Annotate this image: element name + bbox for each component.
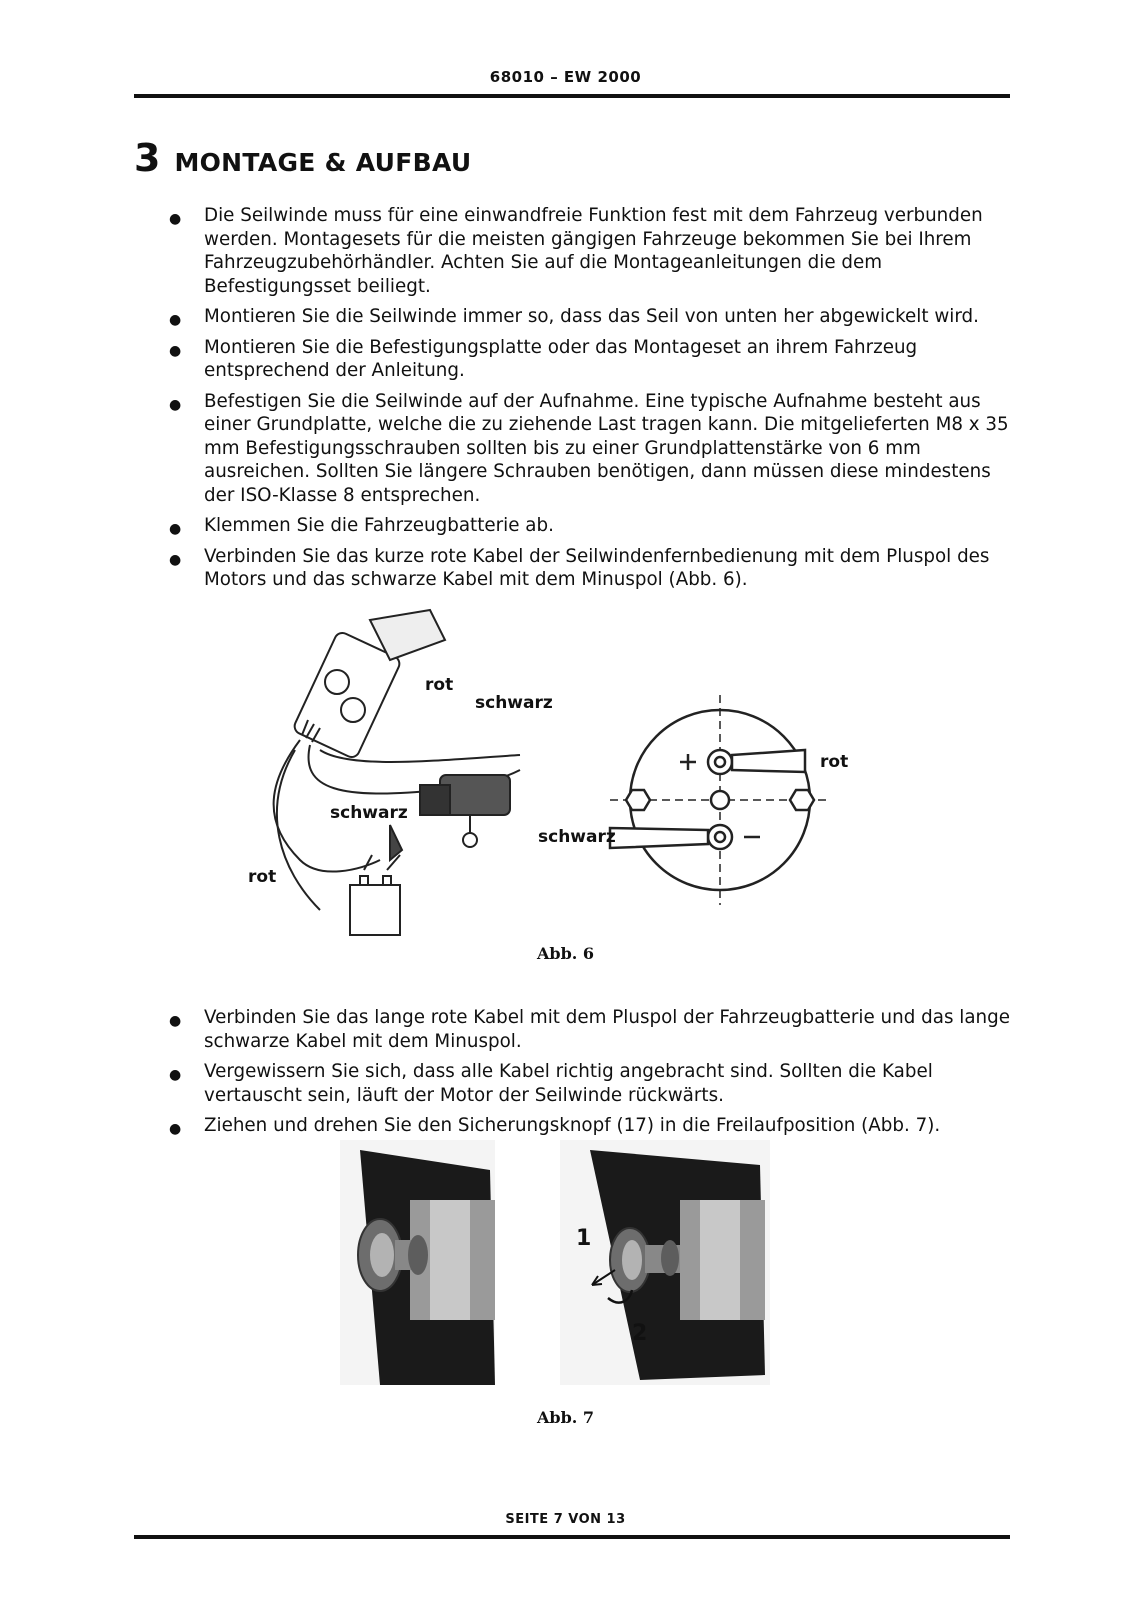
label-rot-remote: rot [425,675,454,695]
list-item-text: Befestigen Sie die Seilwinde auf der Aufnahme. Eine typische Aufnahme besteht aus einer Grundplatte, welche die zu ziehende Last tragen kann. Die mitgelieferten M8 x 35 mm Befestigungsschrauben sollten bis zu einer Grundplattenstärke von 6 mm ausreichen. Sollten Sie längere Schrauben benötigen, dann müssen diese mindestens der ISO-Klasse 8 entsprechen. [204,390,1009,506]
label-schwarz-terminal: schwarz [538,827,616,847]
label-schwarz-remote: schwarz [475,693,553,713]
label-schwarz-battery: schwarz [330,803,408,823]
list-item-text: Verbinden Sie das lange rote Kabel mit dem Pluspol der Fahrzeugbatterie und das lange schwarze Kabel mit dem Minuspol. [204,1007,1010,1052]
label-rot-battery: rot [248,867,277,887]
bullet-icon: ● [169,1013,182,1029]
step-label-2: 2 [632,1321,648,1346]
list-item-text: Klemmen Sie die Fahrzeugbatterie ab. [204,515,554,536]
section-number: 3 [134,136,161,180]
bullet-icon: ● [169,312,182,328]
bullet-icon: ● [169,521,182,537]
list-item-text: Montieren Sie die Seilwinde immer so, dass das Seil von unten her abgewickelt wird. [204,306,979,327]
document-header-title: 68010 – EW 2000 [489,68,642,86]
list-item [160,545,1020,592]
section-heading [134,136,471,180]
list-item-text: Verbinden Sie das kurze rote Kabel der Seilwindenfernbedienung mit dem Pluspol des Motors und das schwarze Kabel mit dem Minuspol (Abb. 6). [204,545,990,590]
figure-6-caption: Abb. 6 [536,944,595,963]
bullet-icon: ● [169,396,182,413]
instruction-list-top [160,204,1020,599]
remote-control-illustration [274,610,520,935]
knob-photo-before [340,1140,495,1385]
list-item-text: Vergewissern Sie sich, dass alle Kabel richtig angebracht sind. Sollten die Kabel vertauscht sein, läuft der Motor der Seilwinde rückwärts. [204,1061,933,1106]
list-item [160,1060,1020,1107]
header-rule [134,94,1010,98]
freewheel-knob-figure [340,1140,780,1390]
bullet-icon: ● [169,1067,182,1083]
instruction-list-bottom [160,1006,1020,1145]
wiring-diagram-figure [240,610,849,940]
list-item [160,204,1020,298]
footer-rule [134,1535,1010,1539]
step-label-1: 1 [576,1226,592,1251]
list-item [160,336,1020,383]
label-rot-terminal: rot [820,752,849,772]
list-item [160,305,1020,329]
list-item [160,1006,1020,1053]
knob-photo-after [560,1140,770,1385]
list-item-text: Montieren Sie die Befestigungsplatte oder das Montageset an ihrem Fahrzeug entsprechend der Anleitung. [204,336,918,381]
list-item [160,514,1020,538]
list-item [160,1114,1020,1138]
list-item [160,390,1020,508]
section-title: MONTAGE & AUFBAU [174,148,472,177]
list-item-text: Ziehen und drehen Sie den Sicherungsknopf (17) in die Freilaufposition (Abb. 7). [204,1115,941,1136]
bullet-icon: ● [169,1121,182,1137]
bullet-icon: ● [169,551,182,568]
bullet-icon: ● [169,342,182,359]
figure-7-caption: Abb. 7 [536,1408,595,1427]
bullet-icon: ● [169,211,182,227]
page-number-footer: SEITE 7 VON 13 [505,1512,626,1527]
list-item-text: Die Seilwinde muss für eine einwandfreie Funktion fest mit dem Fahrzeug verbunden werden. Montagesets für die meisten gängigen Fahrzeuge bekommen Sie bei Ihrem Fahrzeugzubehörhändler. Achten Sie auf die Montageanleitungen die dem Befestigungsset beiliegt. [204,205,983,297]
motor-terminal-illustration [610,695,830,905]
